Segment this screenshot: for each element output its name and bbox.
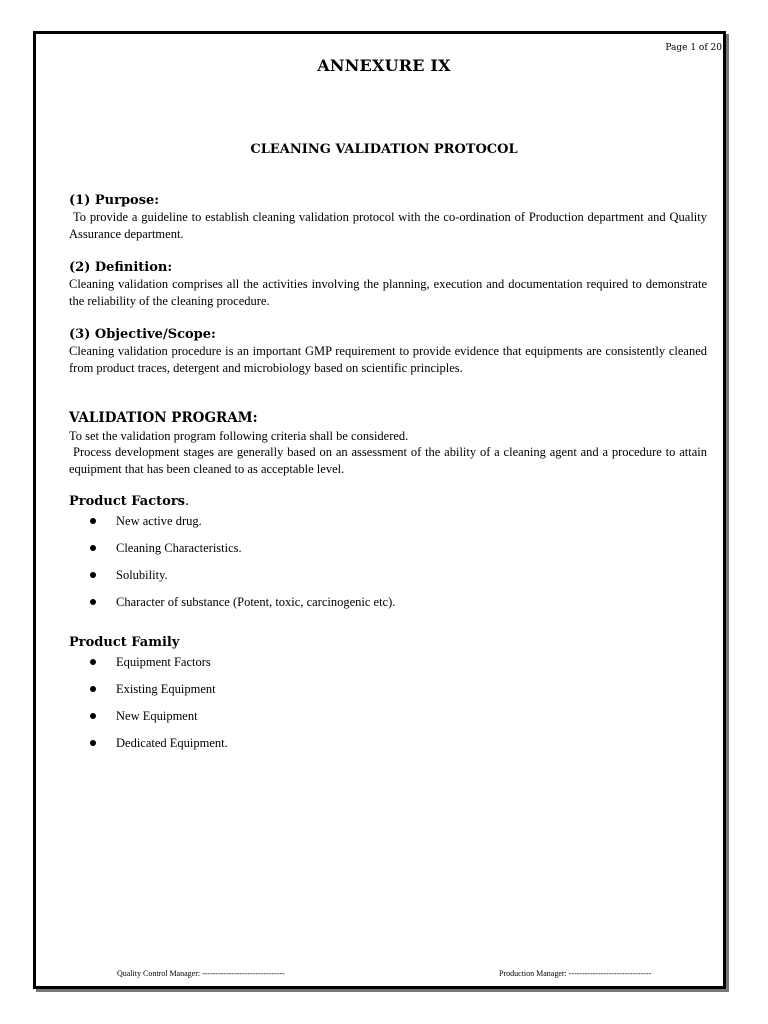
annexure-title: ANNEXURE IX: [317, 56, 451, 75]
bullet-icon: [90, 599, 96, 605]
purpose-heading: (1) Purpose:: [69, 193, 160, 208]
list-item: [90, 514, 395, 541]
list-item: [90, 655, 228, 682]
validation-program-line1: To set the validation program following criteria shall be considered.: [69, 429, 409, 443]
list-item-label: New active drug.: [116, 514, 202, 528]
bullet-icon: [90, 572, 96, 578]
page-frame: [33, 31, 726, 989]
qc-manager-signature: Quality Control Manager: -------------------------------: [117, 969, 285, 978]
list-item-label: New Equipment: [116, 709, 198, 723]
list-item: [90, 568, 395, 595]
product-family-list: [90, 655, 228, 763]
product-family-heading: Product Family: [69, 635, 180, 650]
list-item-label: Cleaning Characteristics.: [116, 541, 242, 555]
list-item-label: Dedicated Equipment.: [116, 736, 228, 750]
validation-program-line2: Process development stages are generally based on an assessment of the ability of a cleaning agent and a procedure to attain equipment that has been cleaned to as acceptable level.: [69, 445, 707, 476]
list-item-label: Character of substance (Potent, toxic, carcinogenic etc).: [116, 595, 396, 609]
product-factors-list: [90, 514, 395, 622]
objective-heading: (3) Objective/Scope:: [69, 327, 216, 342]
list-item-label: Solubility.: [116, 568, 168, 582]
product-factors-heading-text: Product Factors: [69, 494, 185, 509]
product-factors-heading-suffix: .: [184, 494, 190, 509]
list-item: [90, 709, 228, 736]
bullet-icon: [90, 659, 96, 665]
list-item: [90, 541, 395, 568]
list-item-label: Existing Equipment: [116, 682, 216, 696]
list-item: [90, 682, 228, 709]
page-number: Page 1 of 20: [665, 43, 722, 53]
definition-heading: (2) Definition:: [69, 260, 173, 275]
bullet-icon: [90, 740, 96, 746]
bullet-icon: [90, 545, 96, 551]
list-item-label: Equipment Factors: [116, 655, 211, 669]
objective-text: Cleaning validation procedure is an important GMP requirement to provide evidence that equipments are consistently cleaned from product traces, detergent and microbiology based on scientific principles.: [69, 344, 707, 375]
document-title: CLEANING VALIDATION PROTOCOL: [250, 142, 518, 157]
bullet-icon: [90, 518, 96, 524]
definition-text: Cleaning validation comprises all the activities involving the planning, execution and documentation required to demonstrate the reliability of the cleaning procedure.: [69, 277, 707, 308]
list-item: [90, 736, 228, 763]
list-item: [90, 595, 395, 622]
purpose-text: To provide a guideline to establish cleaning validation protocol with the co-ordination of Production department and Quality Assurance department.: [69, 210, 707, 241]
production-manager-signature: Production Manager: -------------------------------: [499, 969, 652, 978]
product-factors-heading: [69, 494, 189, 509]
validation-program-heading: VALIDATION PROGRAM:: [69, 410, 258, 426]
bullet-icon: [90, 713, 96, 719]
bullet-icon: [90, 686, 96, 692]
